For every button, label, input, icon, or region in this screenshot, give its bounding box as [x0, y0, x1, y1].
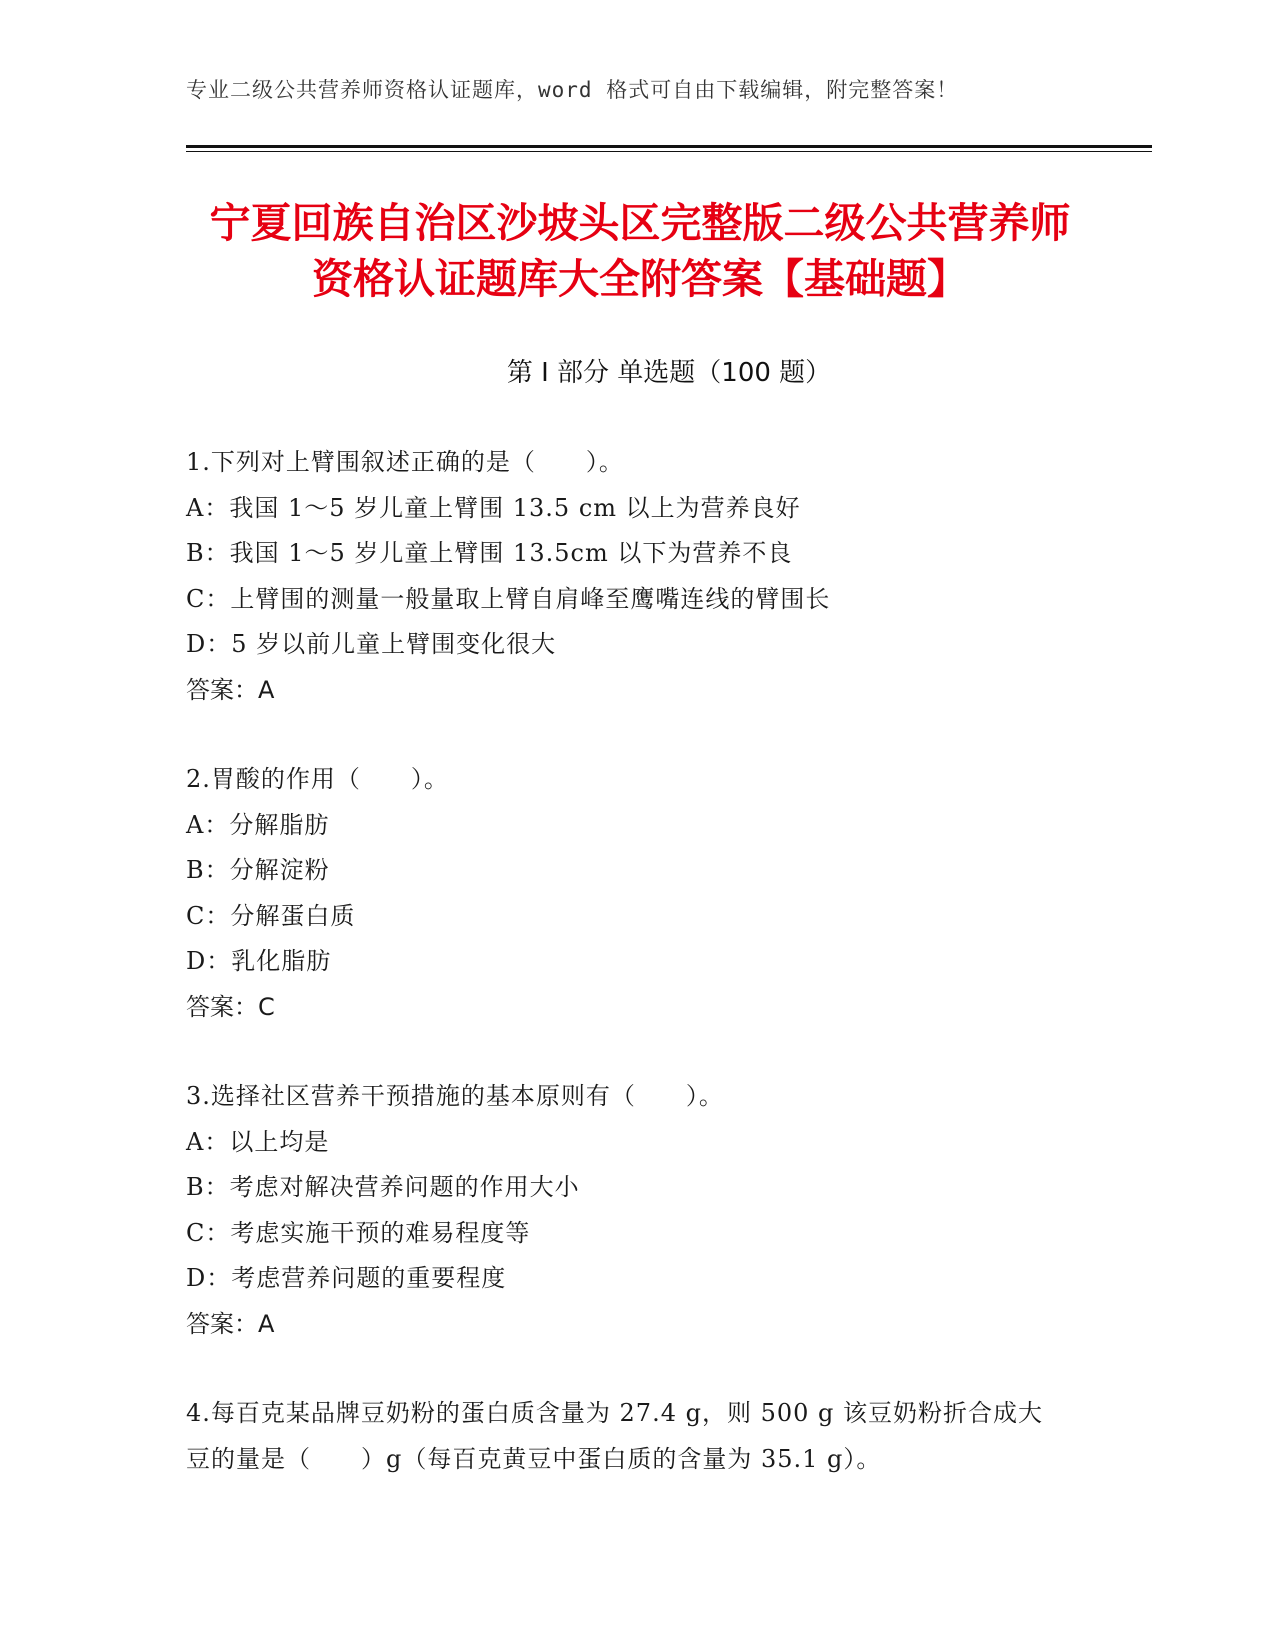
question-2	[186, 757, 1066, 1030]
option-a: A：分解脂肪	[186, 810, 330, 839]
option-b: B：分解淀粉	[186, 856, 330, 884]
option-c: C：考虑实施干预的难易程度等	[186, 1218, 531, 1247]
question-stem: 1.下列对上臂围叙述正确的是（ ）。	[186, 448, 624, 476]
header-rule-thin	[186, 151, 1152, 152]
header-note: 专业二级公共营养师资格认证题库，word 格式可自由下载编辑，附完整答案！	[186, 78, 959, 102]
question-4	[186, 1391, 1066, 1482]
question-list	[186, 440, 1066, 1526]
question-1	[186, 440, 1066, 713]
section-title: 第 I 部分 单选题（100 题）	[506, 358, 832, 388]
option-c: C：上臂围的测量一般量取上臂自肩峰至鹰嘴连线的臂围长	[186, 584, 831, 613]
option-d: D：考虑营养问题的重要程度	[186, 1264, 507, 1292]
question-stem: 3.选择社区营养干预措施的基本原则有（ ）。	[186, 1082, 724, 1110]
answer: 答案：C	[186, 992, 275, 1021]
option-b: B：我国 1～5 岁儿童上臂围 13.5cm 以下为营养不良	[186, 539, 793, 567]
option-a: A：我国 1～5 岁儿童上臂围 13.5 cm 以上为营养良好	[186, 493, 801, 522]
header-rule-thick	[186, 145, 1152, 148]
option-b: B：考虑对解决营养问题的作用大小	[186, 1173, 580, 1201]
question-3	[186, 1074, 1066, 1347]
answer: 答案：A	[186, 675, 275, 704]
question-stem: 2.胃酸的作用（ ）。	[186, 765, 449, 793]
option-a: A：以上均是	[186, 1127, 330, 1156]
answer: 答案：A	[186, 1309, 275, 1338]
question-stem: 4.每百克某品牌豆奶粉的蛋白质含量为 27.4 g，则 500 g 该豆奶粉折合成大豆的量是（ ）g（每百克黄豆中蛋白质的含量为 35.1 g）。	[186, 1399, 1044, 1473]
option-d: D：乳化脂肪	[186, 947, 332, 975]
option-c: C：分解蛋白质	[186, 901, 356, 930]
document-title: 宁夏回族自治区沙坡头区完整版二级公共营养师资格认证题库大全附答案【基础题】	[209, 199, 1071, 303]
option-d: D：5 岁以前儿童上臂围变化很大	[186, 630, 557, 658]
